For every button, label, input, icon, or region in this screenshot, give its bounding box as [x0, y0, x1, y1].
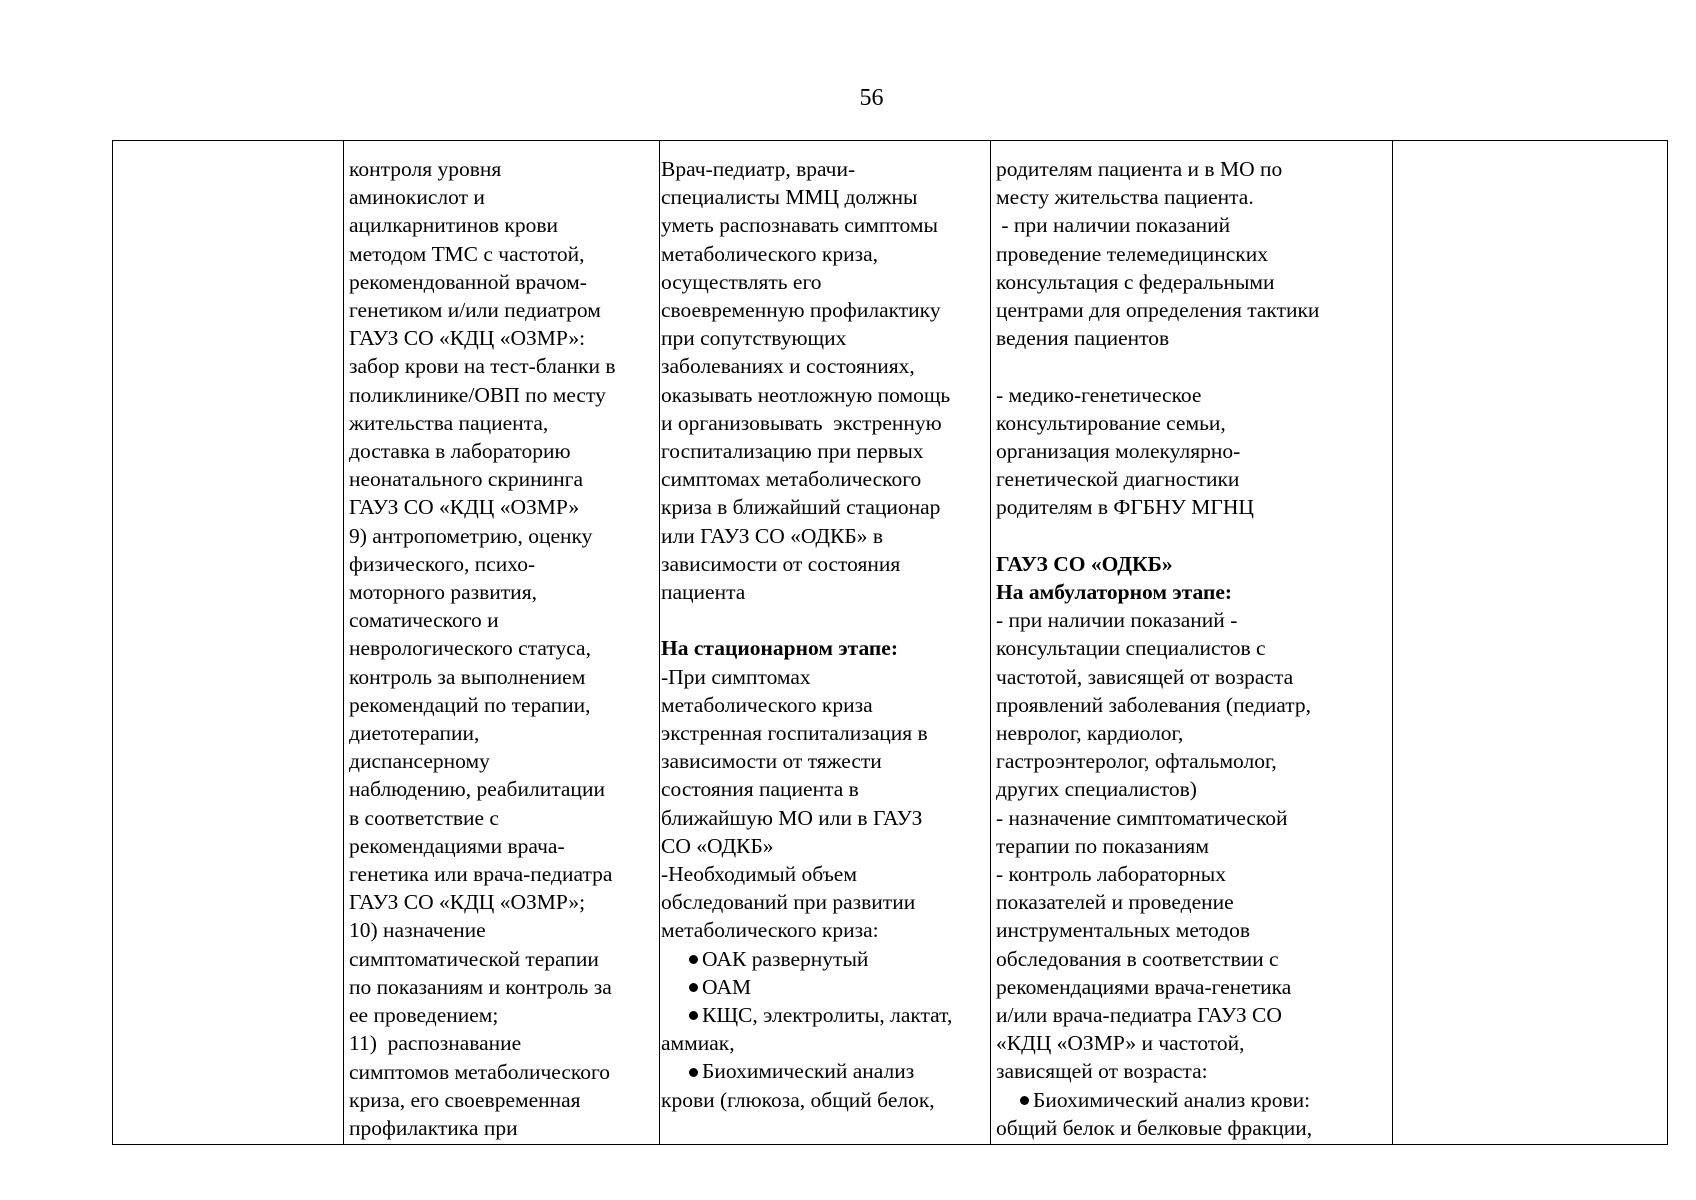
page-number: 56 [859, 85, 884, 111]
text-line: инструментальных методов [996, 918, 1251, 943]
text-line: ГАУЗ СО «КДЦ «ОЗМР»; [349, 890, 586, 915]
text-line: уметь распознавать симптомы [661, 213, 938, 238]
bullet-icon [689, 1068, 698, 1077]
text-line: метаболического криза, [661, 241, 879, 266]
text-line: поликлинике/ОВП по месту [349, 382, 606, 407]
text-line: «КДЦ «ОЗМР» и частотой, [996, 1031, 1245, 1056]
text-line: контроля уровня [349, 157, 502, 181]
text-line: симптоматической терапии [349, 946, 599, 971]
text-line: и организовывать экстренную [661, 410, 942, 435]
text-line: консультирование семьи, [996, 410, 1226, 435]
bullet-icon [689, 983, 698, 992]
text-line: госпитализацию при первых [661, 439, 924, 464]
text-line: - назначение симптоматической [996, 805, 1288, 830]
text-line: 11) распознавание [349, 1031, 522, 1056]
text-line: в соответствие с [349, 805, 499, 830]
text-line: ведения пациентов [996, 326, 1170, 351]
text-line: невролог, кардиолог, [996, 721, 1184, 746]
text-line: генетической диагностики [996, 467, 1240, 492]
text-line: осуществлять его [661, 269, 822, 294]
text-line: специалисты ММЦ должны [661, 185, 918, 210]
text-line: и/или врача-педиатра ГАУЗ СО [996, 1003, 1282, 1028]
text-line: забор крови на тест-бланки в [349, 354, 616, 379]
text-line: показателей и проведение [996, 890, 1234, 915]
col4-bullet-1-cont: общий белок и белковые фракции, [996, 1115, 1313, 1140]
col3-bullet-3: КЩС, электролиты, лактат, [661, 1001, 990, 1029]
text-line: родителям в ФГБНУ МГНЦ [996, 495, 1254, 520]
text-line: моторного развития, [349, 580, 537, 605]
text-line: организация молекулярно- [996, 439, 1241, 464]
col3-bullet-4-cont: крови (глюкоза, общий белок, [661, 1087, 935, 1112]
text-line: рекомендациями врача-генетика [996, 974, 1292, 999]
text-line: жительства пациента, [349, 410, 549, 435]
cell-col1 [113, 141, 344, 1145]
text-line: рекомендациями врача- [349, 833, 565, 858]
text-line: 9) антропометрию, оценку [349, 523, 593, 548]
text-line: терапии по показаниям [996, 833, 1209, 858]
text-line: криза в ближайший стационар [661, 495, 941, 520]
text-line: других специалистов) [996, 777, 1197, 802]
text-line: при сопутствующих [661, 326, 847, 351]
text-line: обследований при развитии [661, 890, 916, 915]
text-line: СО «ОДКБ» [661, 833, 774, 858]
bullet-icon [689, 1011, 698, 1020]
table-row [113, 141, 1668, 1145]
text-line: гастроэнтеролог, офтальмолог, [996, 749, 1277, 774]
text-line: методом ТМС с частотой, [349, 241, 585, 266]
text-line: зависимости от тяжести [661, 749, 882, 774]
text-line: центрами для определения тактики [996, 298, 1320, 323]
text-line: пациента [661, 580, 746, 605]
bullet-icon [689, 955, 698, 964]
col3-heading-inpatient: На стационарном этапе: [661, 636, 899, 661]
text-line: по показаниям и контроль за [349, 974, 612, 999]
bullet-icon [1020, 1096, 1029, 1105]
text-line: ГАУЗ СО «КДЦ «ОЗМР» [349, 495, 580, 520]
col3-bullet-3-cont: аммиак, [661, 1031, 735, 1056]
text-line: рекомендаций по терапии, [349, 692, 591, 717]
text-line: наблюдению, реабилитации [349, 777, 605, 802]
text-line: соматического и [349, 608, 499, 633]
text-line: криза, его своевременная [349, 1087, 581, 1112]
text-line: генетика или врача-педиатра [349, 862, 613, 887]
text-line: симптомах метаболического [661, 467, 922, 492]
text-line: зависимости от состояния [661, 551, 901, 576]
text-line: зависящей от возраста: [996, 1059, 1208, 1084]
text-line: неонатального скрининга [349, 467, 584, 492]
text-line: частотой, зависящей от возраста [996, 664, 1294, 689]
text-line: 10) назначение [349, 918, 486, 943]
text-line: метаболического криза [661, 692, 873, 717]
col4-text-part1 [996, 155, 1392, 352]
text-line: симптомов метаболического [349, 1059, 611, 1084]
text-line: ГАУЗ СО «КДЦ «ОЗМР»: [349, 326, 586, 351]
text-line: метаболического криза: [661, 918, 879, 943]
col3-bullet-1: ОАК развернутый [661, 945, 990, 973]
col4-text-part2 [996, 381, 1392, 522]
col3-text-part2 [661, 663, 990, 945]
text-line: физического, психо- [349, 551, 536, 576]
cell-col4 [991, 141, 1393, 1145]
cell-col5 [1393, 141, 1668, 1145]
text-line: диспансерному [349, 749, 490, 774]
text-line: состояния пациента в [661, 777, 859, 802]
text-line: Врач-педиатр, врачи- [661, 157, 856, 181]
text-line: - контроль лабораторных [996, 862, 1226, 887]
text-line: проведение телемедицинских [996, 241, 1268, 266]
text-line: заболеваниях и состояниях, [661, 354, 915, 379]
col3-text-part1 [661, 155, 990, 606]
cell-col3 [660, 141, 991, 1145]
content-table [112, 140, 1668, 1145]
text-line: ближайшую МО или в ГАУЗ [661, 805, 923, 830]
text-line: рекомендованной врачом- [349, 269, 587, 294]
col3-bullet-2: ОАМ [661, 973, 990, 1001]
text-line: - медико-генетическое [996, 382, 1202, 407]
text-line: месту жительства пациента. [996, 185, 1254, 210]
text-line: генетиком и/или педиатром [349, 298, 601, 323]
text-line: - при наличии показаний - [996, 608, 1238, 633]
text-line: контроль за выполнением [349, 664, 586, 689]
col4-bullet-1: Биохимический анализ крови: [996, 1086, 1392, 1114]
text-line: обследования в соответствии с [996, 946, 1279, 971]
col4-text-part3 [996, 606, 1392, 1085]
text-line: родителям пациента и в МО по [996, 157, 1283, 181]
text-line: профилактика при [349, 1115, 518, 1140]
text-line: - при наличии показаний [996, 213, 1231, 238]
cell-col2 [344, 141, 660, 1145]
text-line: консультация с федеральными [996, 269, 1275, 294]
text-line: неврологического статуса, [349, 636, 591, 661]
col3-bullet-4: Биохимический анализ [661, 1057, 990, 1085]
text-line: диетотерапии, [349, 721, 480, 746]
text-line: -Необходимый объем [661, 862, 857, 887]
text-line: ее проведением; [349, 1003, 499, 1028]
text-line: -При симптомах [661, 664, 811, 689]
col2-text [349, 155, 659, 1142]
text-line: экстренная госпитализация в [661, 721, 928, 746]
text-line: доставка в лабораторию [349, 439, 571, 464]
text-line: проявлений заболевания (педиатр, [996, 692, 1312, 717]
text-line: ацилкарнитинов крови [349, 213, 558, 238]
text-line: или ГАУЗ СО «ОДКБ» в [661, 523, 884, 548]
text-line: своевременную профилактику [661, 298, 941, 323]
col4-heading-hospital: ГАУЗ СО «ОДКБ» [996, 551, 1173, 576]
text-line: консультации специалистов с [996, 636, 1266, 661]
text-line: аминокислот и [349, 185, 485, 210]
text-line: оказывать неотложную помощь [661, 382, 951, 407]
col4-heading-outpatient: На амбулаторном этапе: [996, 580, 1233, 605]
